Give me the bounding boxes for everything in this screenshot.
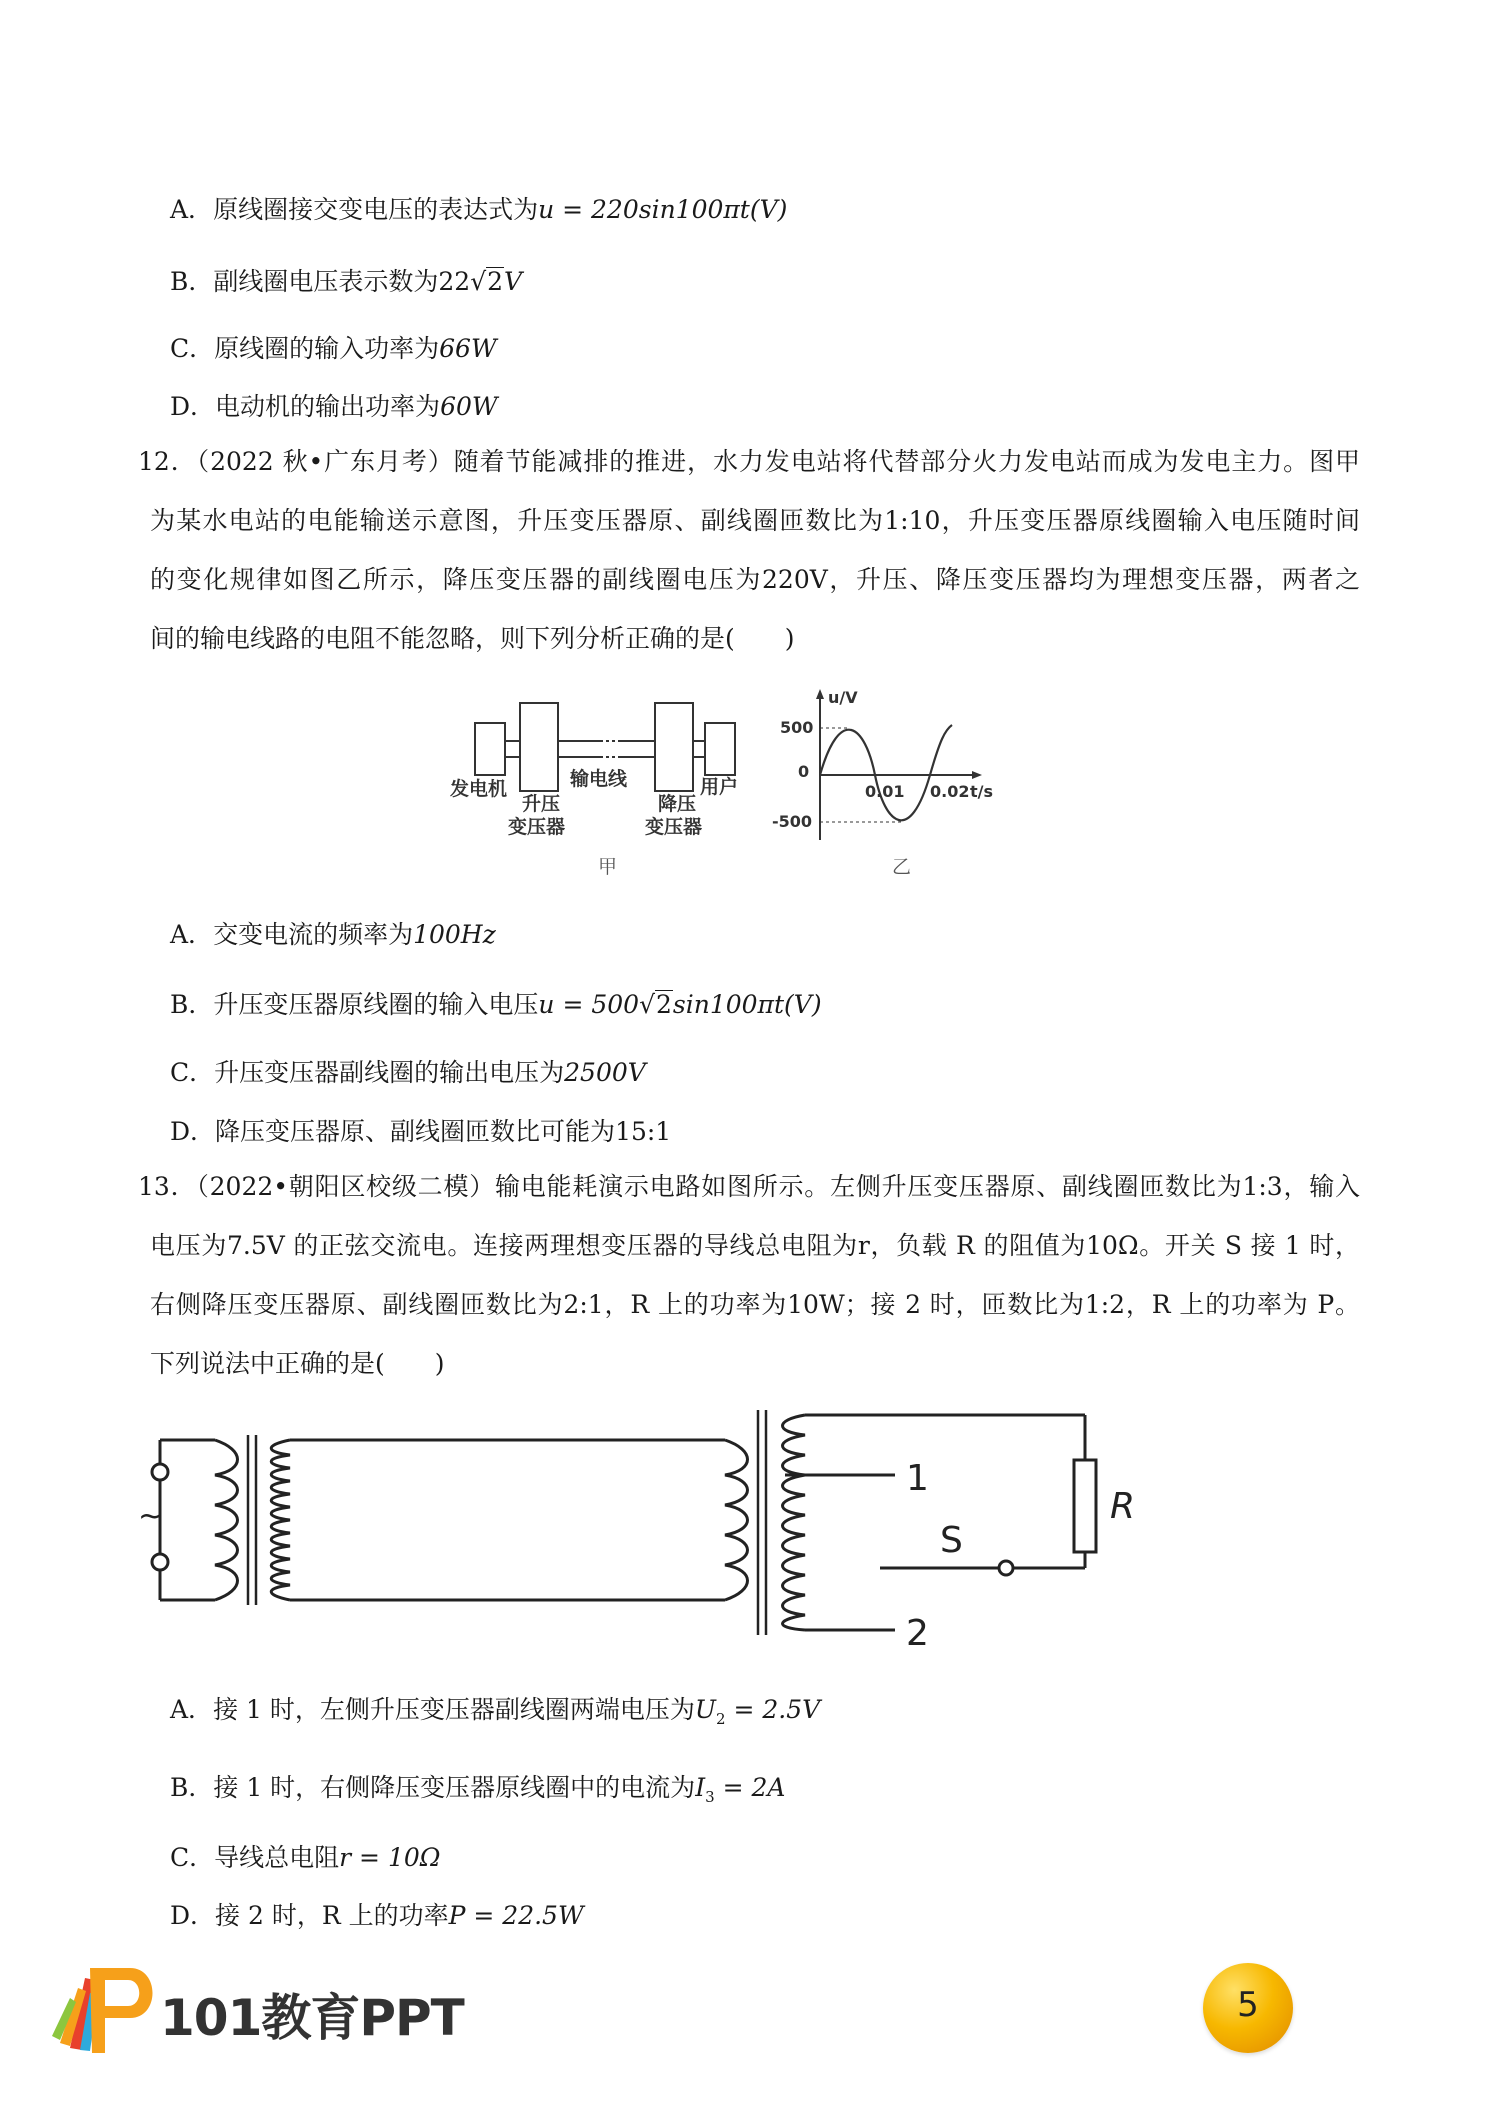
q13-line-4: 下列说法中正确的是( ) [150, 1349, 445, 1378]
user-label: 用户 [700, 776, 739, 798]
q13-option-c[interactable]: C．导线总电阻r = 10Ω [170, 1843, 441, 1872]
q12-option-a[interactable]: A．交变电流的频率为100Hz [170, 920, 496, 949]
tick-001: 0.01 [865, 782, 905, 801]
right-secondary-coil [783, 1415, 806, 1630]
q12-line-1: 12．（2022 秋•广东月考）随着节能减排的推进，水力发电站将代替部分火力发电站而成为发电主力。图甲 [138, 447, 1360, 476]
step-up-label-1: 升压 [522, 793, 561, 815]
q12-line-2: 为某水电站的电能输送示意图，升压变压器原、副线圈匝数比为1:10，升压变压器原线圈输入电压随时间 [150, 506, 1360, 535]
resistor-r [1074, 1460, 1096, 1552]
q12-line-4: 间的输电线路的电阻不能忽略，则下列分析正确的是( ) [150, 624, 795, 653]
user-box [705, 723, 735, 775]
q13-option-b[interactable]: B．接 1 时，右侧降压变压器原线圈中的电流为$I_3 = 2A$ [170, 1773, 786, 1806]
tick-002: 0.02 [930, 782, 970, 801]
step-down-label-1: 降压 [658, 793, 697, 815]
switch-label: S [940, 1520, 963, 1561]
brand-logo-text: 101教育PPT [160, 1989, 464, 2047]
prev-option-c[interactable]: C．原线圈的输入功率为66W [170, 334, 497, 363]
left-primary-coil [215, 1440, 238, 1600]
line-label: 输电线 [570, 768, 628, 790]
q13-line-3: 右侧降压变压器原、副线圈匝数比为2:1，R 上的功率为10W；接 2 时，匝数比为1:2，R 上的功率为 P。 [150, 1290, 1360, 1319]
step-up-transformer-box [520, 703, 558, 791]
voltage-waveform [772, 688, 993, 878]
question-12-stem [138, 432, 1360, 668]
switch-pivot [999, 1561, 1013, 1575]
input-terminal-top [152, 1464, 168, 1480]
step-up-label-2: 变压器 [508, 816, 566, 838]
ac-source-symbol: ~ [138, 1499, 164, 1534]
axis-u-label: u/V [828, 688, 858, 707]
q13-circuit-figure [130, 1390, 1150, 1670]
q12-option-d[interactable]: D．降压变压器原、副线圈匝数比可能为15:1 [170, 1117, 672, 1146]
q13-option-a[interactable]: A．接 1 时，左侧升压变压器副线圈两端电压为$U_2 = 2.5V$ [170, 1695, 821, 1728]
step-down-label-2: 变压器 [645, 816, 703, 838]
page-number: 5 [1237, 1985, 1259, 2025]
input-terminal-bottom [152, 1554, 168, 1570]
right-primary-coil [725, 1440, 748, 1600]
axis-t-label: t/s [970, 782, 994, 801]
tap-2-label: 2 [906, 1613, 929, 1654]
tick-500: 500 [780, 718, 814, 737]
prev-option-a[interactable]: A．原线圈接交变电压的表达式为u = 220sin100πt(V) [170, 195, 788, 224]
left-secondary-coil [271, 1440, 290, 1600]
q12-line-3: 的变化规律如图乙所示，降压变压器的副线圈电压为220V，升压、降压变压器均为理想变压器，两者之 [150, 565, 1360, 594]
tick-0: 0 [798, 762, 810, 781]
q12-option-c[interactable]: C．升压变压器副线圈的输出电压为2500V [170, 1058, 646, 1087]
sine-curve [820, 725, 952, 820]
q13-line-2: 电压为7.5V 的正弦交流电。连接两理想变压器的导线总电阻为r，负载 R 的阻值为10Ω。开关 S 接 1 时， [150, 1231, 1360, 1260]
tick-neg500: -500 [772, 812, 813, 831]
question-13-stem [138, 1157, 1361, 1393]
q12-option-b[interactable]: B．升压变压器原线圈的输入电压u = 500√2sin100πt(V) [170, 990, 822, 1019]
generator-label: 发电机 [450, 778, 508, 800]
prev-option-d[interactable]: D．电动机的输出功率为60W [170, 392, 498, 421]
q13-line-1: 13．（2022•朝阳区校级二模）输电能耗演示电路如图所示。左侧升压变压器原、副线圈匝数比为1:3，输入 [138, 1172, 1361, 1201]
tap-1-label: 1 [906, 1458, 929, 1499]
prev-option-b[interactable]: B．副线圈电压表示数为22√2V [170, 267, 523, 296]
generator-box [475, 723, 505, 775]
q12-figure [440, 685, 1060, 885]
figure-yi-caption: 乙 [892, 856, 912, 878]
figure-jia-caption: 甲 [598, 856, 618, 878]
brand-logo-icon [50, 1958, 160, 2058]
q13-option-d[interactable]: D．接 2 时，R 上的功率P = 22.5W [170, 1901, 584, 1930]
resistor-label: R [1110, 1486, 1136, 1527]
step-down-transformer-box [655, 703, 693, 791]
